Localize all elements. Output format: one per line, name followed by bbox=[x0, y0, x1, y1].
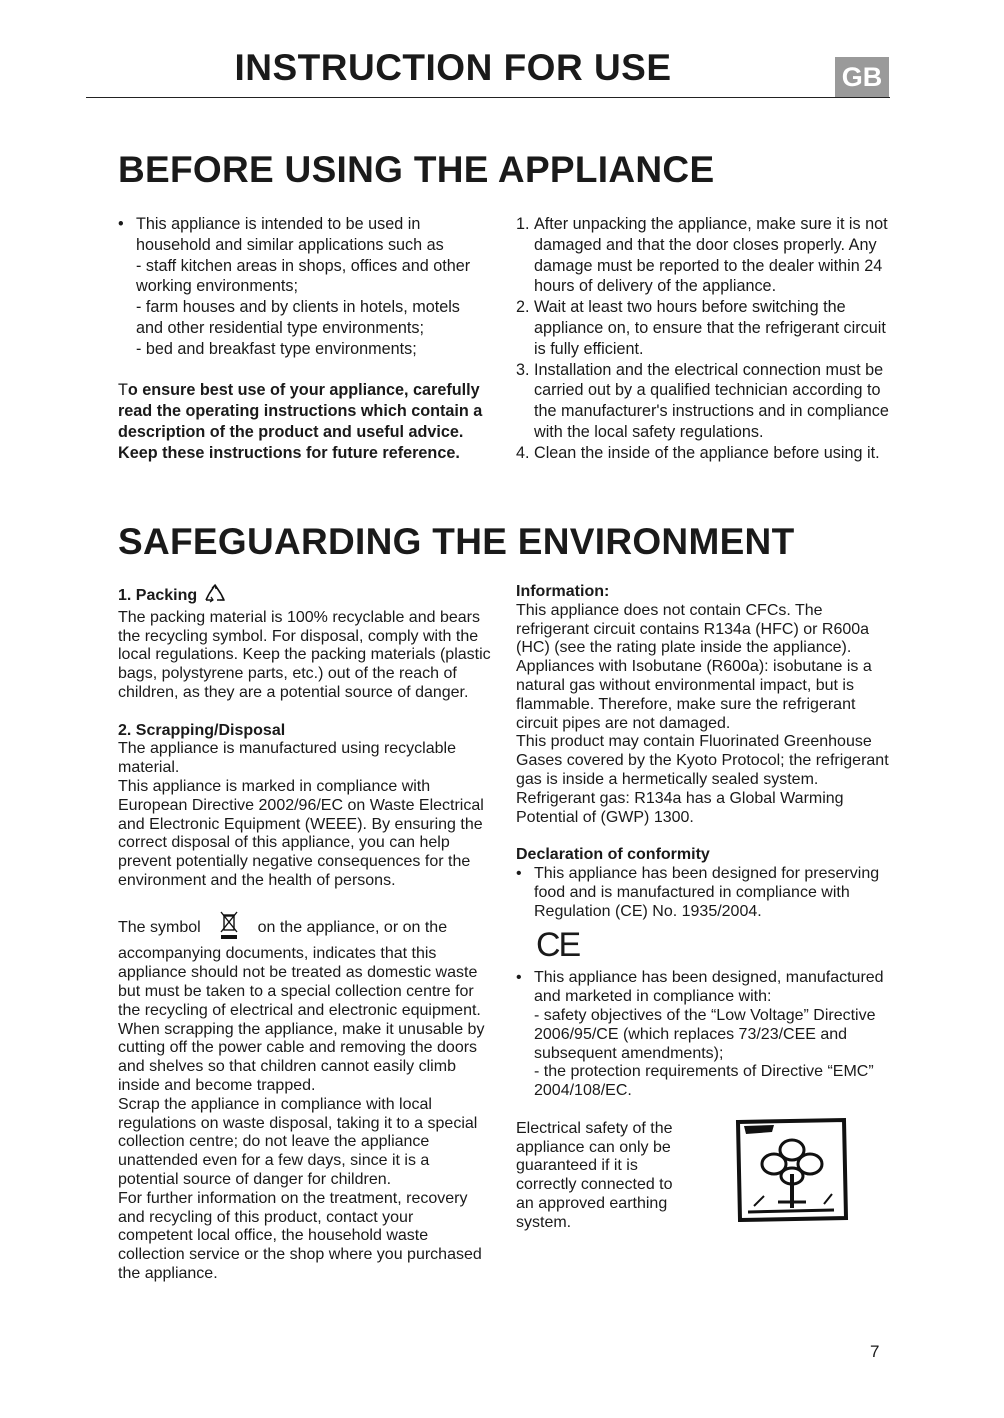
step-item bbox=[516, 443, 890, 464]
packing-heading-text: 1. Packing bbox=[118, 587, 198, 605]
weee-symbol-paragraph bbox=[118, 910, 492, 1021]
page-number: 7 bbox=[870, 1342, 880, 1361]
advice-paragraph bbox=[118, 380, 488, 442]
scrapping-paragraph: This appliance is marked in compliance with European Directive 2002/96/EC on Waste Electrical and Electronic Equipment (WEEE). By ensuring the correct disposal of this appliance, you can help prevent potentially negative consequences for the environment and the health of persons. bbox=[118, 777, 484, 889]
intended-use-line: This appliance is intended to be used in household and similar applications such as bbox=[136, 215, 444, 254]
information-paragraph: Appliances with Isobutane (R600a): isobutane is a natural gas without environmental impact, but is flammable. Therefore, make sure the refrigerant circuit pipes are not damaged. bbox=[516, 658, 872, 732]
packing-heading bbox=[118, 583, 492, 609]
keep-instructions-note: Keep these instructions for future reference. bbox=[118, 443, 460, 462]
section-heading-before-using: BEFORE USING THE APPLIANCE bbox=[118, 149, 715, 190]
ce-mark: CE bbox=[536, 926, 580, 965]
conformity-text: This appliance has been designed for preserving food and is manufactured in compliance with Regulation (CE) No. 1935/2004. bbox=[534, 864, 880, 920]
advice-text: o ensure best use of your appliance, carefully read the operating instructions which contain a description of the product and useful advice. bbox=[118, 381, 483, 441]
earthing-symbol-icon bbox=[734, 1116, 850, 1233]
information-paragraph: Refrigerant gas: R134a has a Global Warming Potential of (GWP) 1300. bbox=[516, 789, 844, 826]
step-item bbox=[516, 360, 890, 443]
intended-use-column bbox=[118, 214, 488, 464]
step-text: Wait at least two hours before switching the appliance on, to ensure that the refrigerant circuit is fully efficient. bbox=[534, 298, 886, 358]
packing-text: The packing material is 100% recyclable and bears the recycling symbol. For disposal, comply with the local regulations. Keep the packing materials (plastic bags, polystyrene parts, etc.) out of the reach of children, as they are a potential source of danger. bbox=[118, 608, 491, 701]
step-text: Installation and the electrical connection must be carried out by a qualified technician according to the manufacturer's instructions and in compliance with the local safety regulations. bbox=[534, 360, 889, 441]
step-number: 1. bbox=[516, 215, 530, 233]
conformity-bullet bbox=[516, 969, 890, 1101]
scrapping-paragraph: Scrap the appliance in compliance with local regulations on waste disposal, taking it to a special collection centre; do not leave the appliance unattended even for a few days, since it is a potential source of danger for children. bbox=[118, 1095, 478, 1188]
advice-initial: T bbox=[118, 381, 128, 400]
step-item bbox=[516, 297, 890, 359]
intended-use-line: - staff kitchen areas in shops, offices and other working environments; bbox=[136, 256, 471, 296]
step-text: Clean the inside of the appliance before using it. bbox=[534, 443, 880, 462]
intended-use-bullet bbox=[118, 214, 488, 360]
information-paragraph: This product may contain Fluorinated Greenhouse Gases covered by the Kyoto Protocol; the refrigerant gas is inside a hermetically sealed system. bbox=[516, 733, 889, 788]
bullet-glyph: • bbox=[516, 864, 522, 882]
document-title: INSTRUCTION FOR USE bbox=[234, 47, 672, 88]
recycle-icon bbox=[202, 583, 228, 609]
bullet-glyph: • bbox=[118, 215, 124, 233]
conformity-heading: Declaration of conformity bbox=[516, 846, 710, 864]
step-text: After unpacking the appliance, make sure it is not damaged and that the door closes properly. Any damage must be reported to the dealer within 24 hours of delivery of the appliance. bbox=[534, 215, 888, 296]
information-paragraph: This appliance does not contain CFCs. The refrigerant circuit contains R134a (HFC) or R600a (HC) (see the rating plate inside the appliance). bbox=[516, 601, 870, 657]
conformity-line: - the protection requirements of Directive “EMC” 2004/108/EC. bbox=[534, 1063, 874, 1100]
earthing-text: Electrical safety of the appliance can only be guaranteed if it is correctly connected to an approved earthing system. bbox=[516, 1119, 673, 1231]
weee-text-before: The symbol bbox=[118, 918, 201, 936]
scrapping-paragraph: For further information on the treatment, recovery and recycling of this product, contact your competent local office, the household waste collection service or the shop where you purchased the appliance. bbox=[118, 1189, 482, 1282]
crossed-bin-icon bbox=[219, 910, 239, 946]
weee-text-after: on the appliance, or on the accompanying documents, indicates that this appliance should not be treated as domestic waste but must be taken to a special collection centre for the recycling of electrical and electronic equipment. bbox=[118, 918, 481, 1019]
language-badge: GB bbox=[835, 57, 889, 97]
step-number: 4. bbox=[516, 443, 530, 462]
information-column bbox=[516, 583, 890, 1233]
conformity-line: - safety objectives of the “Low Voltage” Directive 2006/95/CE (which replaces 73/23/CEE and subsequent amendments); bbox=[534, 1006, 876, 1062]
information-heading: Information: bbox=[516, 583, 610, 600]
step-number: 2. bbox=[516, 298, 530, 317]
intended-use-line: - bed and breakfast type environments; bbox=[136, 339, 417, 358]
header-divider bbox=[86, 97, 890, 98]
pre-use-steps bbox=[516, 214, 890, 464]
step-number: 3. bbox=[516, 360, 530, 379]
scrapping-paragraph: The appliance is manufactured using recyclable material. bbox=[118, 740, 456, 777]
conformity-bullet bbox=[516, 865, 890, 921]
step-item bbox=[516, 214, 890, 297]
bullet-glyph: • bbox=[516, 969, 522, 987]
intended-use-line: - farm houses and by clients in hotels, motels and other residential type environments; bbox=[136, 298, 460, 337]
disposal-column bbox=[118, 583, 492, 1284]
conformity-line: This appliance has been designed, manufactured and marketed in compliance with: bbox=[534, 969, 884, 1006]
section-heading-environment: SAFEGUARDING THE ENVIRONMENT bbox=[118, 521, 795, 562]
scrapping-paragraph: When scrapping the appliance, make it unusable by cutting off the power cable and removing the doors and shelves so that children cannot easily climb inside and become trapped. bbox=[118, 1020, 485, 1094]
scrapping-heading: 2. Scrapping/Disposal bbox=[118, 721, 286, 739]
earthing-block bbox=[516, 1120, 890, 1233]
